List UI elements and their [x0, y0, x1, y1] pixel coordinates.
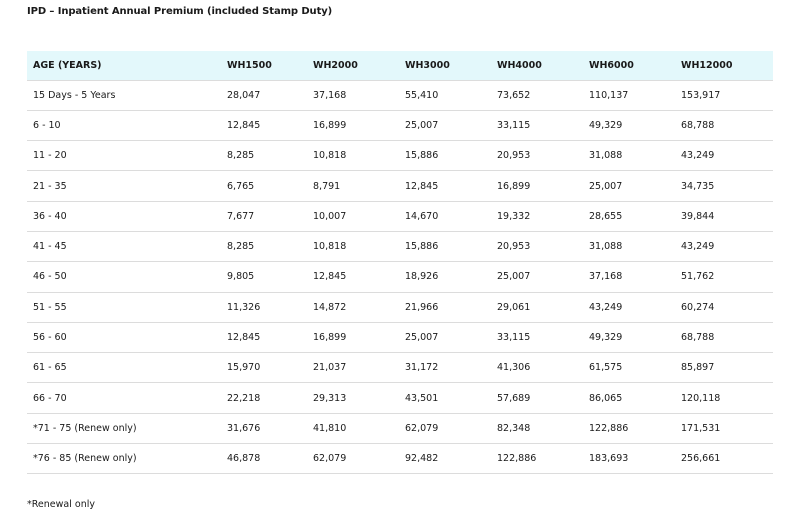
cell-wh4000: 41,306 [497, 362, 531, 374]
header-wh2000: WH2000 [313, 59, 358, 71]
cell-wh3000: 15,886 [405, 150, 439, 162]
cell-wh12000: 153,917 [681, 89, 721, 101]
cell-age: 36 - 40 [33, 210, 67, 222]
cell-wh1500: 7,677 [227, 210, 255, 222]
header-wh1500: WH1500 [227, 59, 272, 71]
cell-wh1500: 31,676 [227, 422, 261, 434]
cell-wh12000: 43,249 [681, 241, 715, 253]
cell-wh12000: 120,118 [681, 392, 721, 404]
cell-wh6000: 31,088 [589, 241, 623, 253]
cell-wh1500: 46,878 [227, 453, 261, 465]
table-row [27, 353, 773, 383]
table-body [27, 80, 773, 474]
cell-wh2000: 10,007 [313, 210, 347, 222]
cell-age: *71 - 75 (Renew only) [33, 422, 137, 434]
cell-wh2000: 10,818 [313, 241, 347, 253]
cell-wh6000: 37,168 [589, 271, 623, 283]
cell-wh4000: 25,007 [497, 271, 531, 283]
cell-age: 56 - 60 [33, 332, 67, 344]
cell-age: 66 - 70 [33, 392, 67, 404]
cell-wh4000: 19,332 [497, 210, 531, 222]
cell-age: 46 - 50 [33, 271, 67, 283]
cell-wh2000: 29,313 [313, 392, 347, 404]
cell-wh4000: 29,061 [497, 301, 531, 313]
cell-wh12000: 68,788 [681, 332, 715, 344]
table-row [27, 262, 773, 292]
table-row [27, 171, 773, 201]
cell-wh2000: 16,899 [313, 332, 347, 344]
cell-wh4000: 57,689 [497, 392, 531, 404]
cell-wh3000: 12,845 [405, 180, 439, 192]
cell-wh3000: 55,410 [405, 89, 439, 101]
header-wh4000: WH4000 [497, 59, 542, 71]
cell-wh6000: 110,137 [589, 89, 629, 101]
table-row [27, 80, 773, 110]
cell-wh2000: 14,872 [313, 301, 347, 313]
cell-wh1500: 15,970 [227, 362, 261, 374]
cell-age: *76 - 85 (Renew only) [33, 453, 137, 465]
premium-table [27, 51, 773, 474]
cell-wh6000: 43,249 [589, 301, 623, 313]
page-title: IPD – Inpatient Annual Premium (included Stamp Duty) [27, 6, 333, 17]
cell-wh3000: 62,079 [405, 422, 439, 434]
cell-wh2000: 12,845 [313, 271, 347, 283]
cell-wh4000: 82,348 [497, 422, 531, 434]
cell-wh2000: 16,899 [313, 119, 347, 131]
header-wh3000: WH3000 [405, 59, 450, 71]
cell-age: 61 - 65 [33, 362, 67, 374]
cell-wh1500: 8,285 [227, 150, 255, 162]
cell-wh12000: 43,249 [681, 150, 715, 162]
cell-wh3000: 25,007 [405, 332, 439, 344]
cell-wh6000: 122,886 [589, 422, 629, 434]
cell-wh3000: 21,966 [405, 301, 439, 313]
cell-wh4000: 122,886 [497, 453, 537, 465]
cell-wh4000: 16,899 [497, 180, 531, 192]
cell-age: 41 - 45 [33, 241, 67, 253]
cell-wh4000: 20,953 [497, 150, 531, 162]
cell-age: 51 - 55 [33, 301, 67, 313]
cell-wh3000: 92,482 [405, 453, 439, 465]
cell-age: 21 - 35 [33, 180, 67, 192]
cell-wh3000: 31,172 [405, 362, 439, 374]
cell-wh6000: 49,329 [589, 332, 623, 344]
cell-wh4000: 33,115 [497, 332, 531, 344]
cell-wh6000: 31,088 [589, 150, 623, 162]
cell-wh1500: 6,765 [227, 180, 255, 192]
cell-age: 6 - 10 [33, 119, 61, 131]
table-row [27, 141, 773, 171]
cell-wh12000: 68,788 [681, 119, 715, 131]
cell-wh6000: 25,007 [589, 180, 623, 192]
cell-wh12000: 39,844 [681, 210, 715, 222]
cell-age: 11 - 20 [33, 150, 67, 162]
table-row [27, 110, 773, 140]
table-header-row [27, 51, 773, 80]
table-row [27, 413, 773, 443]
table-row [27, 444, 773, 474]
cell-wh2000: 37,168 [313, 89, 347, 101]
cell-wh1500: 12,845 [227, 119, 261, 131]
cell-wh3000: 15,886 [405, 241, 439, 253]
table-row [27, 231, 773, 261]
cell-wh6000: 86,065 [589, 392, 623, 404]
cell-age: 15 Days - 5 Years [33, 89, 116, 101]
cell-wh6000: 61,575 [589, 362, 623, 374]
cell-wh6000: 28,655 [589, 210, 623, 222]
cell-wh4000: 73,652 [497, 89, 531, 101]
cell-wh3000: 14,670 [405, 210, 439, 222]
cell-wh12000: 256,661 [681, 453, 721, 465]
cell-wh1500: 12,845 [227, 332, 261, 344]
cell-wh2000: 10,818 [313, 150, 347, 162]
cell-wh1500: 9,805 [227, 271, 255, 283]
cell-wh3000: 25,007 [405, 119, 439, 131]
cell-wh6000: 183,693 [589, 453, 629, 465]
cell-wh6000: 49,329 [589, 119, 623, 131]
cell-wh12000: 34,735 [681, 180, 715, 192]
header-age: AGE (YEARS) [33, 59, 102, 71]
header-wh6000: WH6000 [589, 59, 634, 71]
cell-wh12000: 51,762 [681, 271, 715, 283]
cell-wh1500: 22,218 [227, 392, 261, 404]
table-row [27, 383, 773, 413]
cell-wh2000: 8,791 [313, 180, 341, 192]
cell-wh1500: 28,047 [227, 89, 261, 101]
cell-wh4000: 20,953 [497, 241, 531, 253]
cell-wh3000: 43,501 [405, 392, 439, 404]
cell-wh4000: 33,115 [497, 119, 531, 131]
cell-wh12000: 171,531 [681, 422, 721, 434]
table-row [27, 201, 773, 231]
footnote: *Renewal only [27, 499, 95, 510]
cell-wh3000: 18,926 [405, 271, 439, 283]
cell-wh2000: 62,079 [313, 453, 347, 465]
header-wh12000: WH12000 [681, 59, 733, 71]
table-row [27, 322, 773, 352]
cell-wh1500: 11,326 [227, 301, 261, 313]
cell-wh2000: 41,810 [313, 422, 347, 434]
table-row [27, 292, 773, 322]
cell-wh1500: 8,285 [227, 241, 255, 253]
cell-wh2000: 21,037 [313, 362, 347, 374]
cell-wh12000: 85,897 [681, 362, 715, 374]
cell-wh12000: 60,274 [681, 301, 715, 313]
